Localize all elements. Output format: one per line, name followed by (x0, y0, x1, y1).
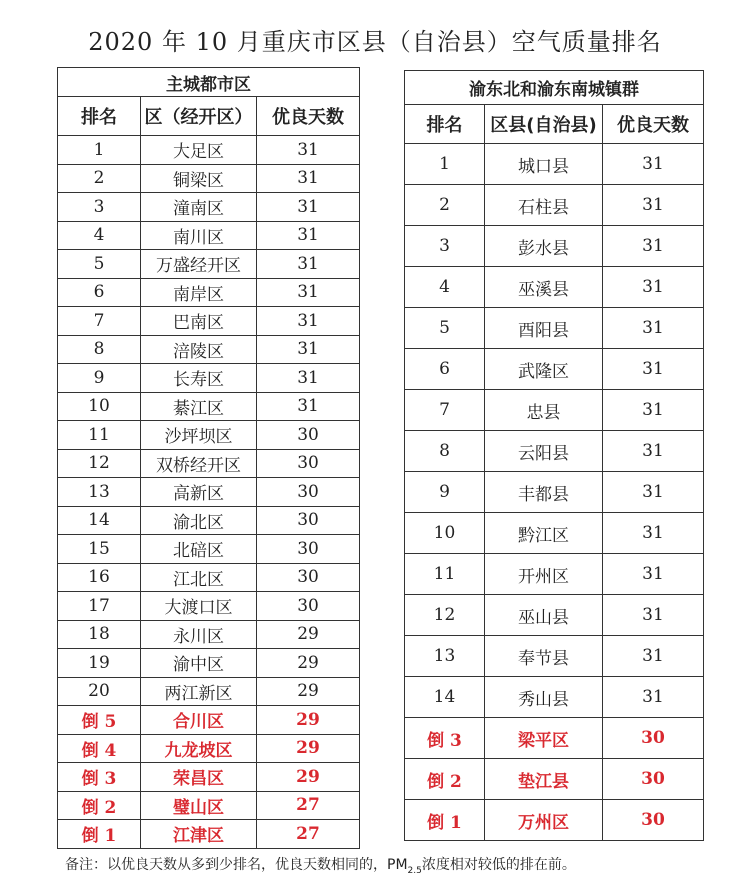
rank-cell: 4 (405, 267, 485, 308)
good-days-cell: 30 (603, 718, 704, 759)
footnote-text-end: 浓度相对较低的排在前。 (421, 857, 576, 873)
table-row (58, 506, 360, 535)
good-days-cell: 31 (603, 185, 704, 226)
district-cell: 南岸区 (141, 278, 257, 307)
rank-cell: 倒 1 (405, 800, 485, 841)
column-header-good-days: 优良天数 (603, 105, 704, 144)
district-cell: 璧山区 (141, 791, 257, 820)
good-days-cell: 30 (257, 421, 360, 450)
rank-cell: 6 (58, 278, 141, 307)
good-days-cell: 31 (603, 677, 704, 718)
rank-cell: 倒 2 (405, 759, 485, 800)
good-days-cell: 31 (257, 307, 360, 336)
rank-cell: 7 (405, 390, 485, 431)
good-days-cell: 31 (257, 250, 360, 279)
district-cell: 云阳县 (485, 431, 603, 472)
district-cell: 荣昌区 (141, 763, 257, 792)
district-cell: 涪陵区 (141, 335, 257, 364)
table-row (58, 734, 360, 763)
table-row (58, 364, 360, 393)
table-row (58, 164, 360, 193)
district-cell: 秀山县 (485, 677, 603, 718)
column-header-rank: 排名 (405, 105, 485, 144)
good-days-cell: 30 (603, 800, 704, 841)
good-days-cell: 30 (257, 592, 360, 621)
district-cell: 石柱县 (485, 185, 603, 226)
table-row (405, 472, 704, 513)
rank-cell: 16 (58, 563, 141, 592)
district-cell: 巫山县 (485, 595, 603, 636)
table-row (58, 763, 360, 792)
district-cell: 沙坪坝区 (141, 421, 257, 450)
rank-cell: 11 (405, 554, 485, 595)
table-row (405, 308, 704, 349)
good-days-cell: 31 (257, 278, 360, 307)
rank-cell: 4 (58, 221, 141, 250)
table-row (58, 392, 360, 421)
table-row (405, 431, 704, 472)
rank-cell: 3 (58, 193, 141, 222)
good-days-cell: 31 (603, 513, 704, 554)
rank-cell: 9 (58, 364, 141, 393)
good-days-cell: 29 (257, 763, 360, 792)
table-row (405, 595, 704, 636)
good-days-cell: 30 (257, 478, 360, 507)
column-header-rank: 排名 (58, 97, 141, 136)
table-body (58, 136, 360, 849)
table-row (58, 820, 360, 849)
district-cell: 酉阳县 (485, 308, 603, 349)
table-row (58, 677, 360, 706)
district-cell: 开州区 (485, 554, 603, 595)
district-cell: 九龙坡区 (141, 734, 257, 763)
good-days-cell: 30 (603, 759, 704, 800)
table-row (405, 718, 704, 759)
district-cell: 长寿区 (141, 364, 257, 393)
rank-cell: 5 (405, 308, 485, 349)
table-row (405, 554, 704, 595)
table-row (405, 800, 704, 841)
good-days-cell: 27 (257, 820, 360, 849)
rank-cell: 14 (405, 677, 485, 718)
district-cell: 渝中区 (141, 649, 257, 678)
district-cell: 北碚区 (141, 535, 257, 564)
rank-cell: 11 (58, 421, 141, 450)
district-cell: 大足区 (141, 136, 257, 165)
rank-cell: 8 (405, 431, 485, 472)
rank-cell: 3 (405, 226, 485, 267)
district-cell: 城口县 (485, 144, 603, 185)
rank-cell: 12 (405, 595, 485, 636)
table-row (405, 144, 704, 185)
district-cell: 江津区 (141, 820, 257, 849)
good-days-cell: 31 (603, 267, 704, 308)
rank-cell: 2 (405, 185, 485, 226)
table-row (58, 250, 360, 279)
good-days-cell: 31 (257, 364, 360, 393)
good-days-cell: 31 (603, 472, 704, 513)
district-cell: 武隆区 (485, 349, 603, 390)
rank-cell: 10 (405, 513, 485, 554)
good-days-cell: 31 (603, 636, 704, 677)
district-cell: 合川区 (141, 706, 257, 735)
good-days-cell: 31 (603, 349, 704, 390)
main-city-ranking-table (57, 67, 360, 849)
district-cell: 万盛经开区 (141, 250, 257, 279)
column-header-good-days: 优良天数 (257, 97, 360, 136)
table-row (405, 677, 704, 718)
table-row (58, 449, 360, 478)
district-cell: 高新区 (141, 478, 257, 507)
good-days-cell: 31 (257, 335, 360, 364)
table-body (405, 144, 704, 841)
table-row (58, 592, 360, 621)
district-cell: 两江新区 (141, 677, 257, 706)
rank-cell: 倒 2 (58, 791, 141, 820)
rank-cell: 12 (58, 449, 141, 478)
rank-cell: 1 (405, 144, 485, 185)
table-row (58, 791, 360, 820)
rank-cell: 倒 1 (58, 820, 141, 849)
footnote (65, 854, 576, 876)
table-row (405, 226, 704, 267)
district-cell: 垫江县 (485, 759, 603, 800)
table-group-title: 主城都市区 (58, 68, 360, 97)
rank-cell: 20 (58, 677, 141, 706)
district-cell: 江北区 (141, 563, 257, 592)
district-cell: 大渡口区 (141, 592, 257, 621)
good-days-cell: 29 (257, 677, 360, 706)
footnote-pm-subscript: 2.5 (407, 865, 422, 876)
good-days-cell: 30 (257, 563, 360, 592)
table-row (405, 390, 704, 431)
table-row (58, 136, 360, 165)
table-row (405, 349, 704, 390)
good-days-cell: 31 (603, 226, 704, 267)
district-cell: 奉节县 (485, 636, 603, 677)
rank-cell: 18 (58, 620, 141, 649)
good-days-cell: 29 (257, 734, 360, 763)
district-cell: 彭水县 (485, 226, 603, 267)
district-cell: 万州区 (485, 800, 603, 841)
district-cell: 綦江区 (141, 392, 257, 421)
rank-cell: 2 (58, 164, 141, 193)
table-row (405, 267, 704, 308)
table-row (58, 193, 360, 222)
rank-cell: 15 (58, 535, 141, 564)
table-row (405, 636, 704, 677)
rank-cell: 19 (58, 649, 141, 678)
rank-cell: 10 (58, 392, 141, 421)
rank-cell: 6 (405, 349, 485, 390)
good-days-cell: 29 (257, 649, 360, 678)
table-row (58, 620, 360, 649)
rank-cell: 8 (58, 335, 141, 364)
good-days-cell: 31 (603, 595, 704, 636)
table-row (58, 706, 360, 735)
rank-cell: 倒 3 (58, 763, 141, 792)
rank-cell: 13 (58, 478, 141, 507)
good-days-cell: 31 (603, 308, 704, 349)
rank-cell: 9 (405, 472, 485, 513)
rank-cell: 5 (58, 250, 141, 279)
table-row (58, 278, 360, 307)
good-days-cell: 31 (603, 431, 704, 472)
footnote-pm: PM (387, 857, 408, 873)
table-group-title: 渝东北和渝东南城镇群 (405, 71, 704, 105)
good-days-cell: 30 (257, 449, 360, 478)
table-row (405, 185, 704, 226)
good-days-cell: 29 (257, 620, 360, 649)
good-days-cell: 27 (257, 791, 360, 820)
good-days-cell: 31 (257, 392, 360, 421)
district-cell: 黔江区 (485, 513, 603, 554)
page-title: 2020 年 10 月重庆市区县（自治县）空气质量排名 (88, 28, 662, 56)
district-cell: 梁平区 (485, 718, 603, 759)
table-row (58, 649, 360, 678)
district-cell: 双桥经开区 (141, 449, 257, 478)
good-days-cell: 30 (257, 535, 360, 564)
table-row (58, 535, 360, 564)
district-cell: 巫溪县 (485, 267, 603, 308)
table-row (405, 513, 704, 554)
district-cell: 永川区 (141, 620, 257, 649)
district-cell: 潼南区 (141, 193, 257, 222)
table-row (58, 563, 360, 592)
column-header-district: 区（经开区） (141, 97, 257, 136)
table-row (405, 759, 704, 800)
rank-cell: 13 (405, 636, 485, 677)
district-cell: 丰都县 (485, 472, 603, 513)
northeast-southeast-ranking-table (404, 70, 704, 841)
good-days-cell: 29 (257, 706, 360, 735)
district-cell: 南川区 (141, 221, 257, 250)
good-days-cell: 31 (603, 144, 704, 185)
rank-cell: 14 (58, 506, 141, 535)
good-days-cell: 31 (257, 136, 360, 165)
good-days-cell: 31 (257, 193, 360, 222)
rank-cell: 17 (58, 592, 141, 621)
table-row (58, 478, 360, 507)
rank-cell: 倒 5 (58, 706, 141, 735)
table-row (58, 421, 360, 450)
good-days-cell: 31 (603, 554, 704, 595)
column-header-county: 区县(自治县) (485, 105, 603, 144)
good-days-cell: 31 (257, 164, 360, 193)
rank-cell: 7 (58, 307, 141, 336)
rank-cell: 倒 3 (405, 718, 485, 759)
good-days-cell: 30 (257, 506, 360, 535)
district-cell: 铜梁区 (141, 164, 257, 193)
rank-cell: 1 (58, 136, 141, 165)
district-cell: 巴南区 (141, 307, 257, 336)
good-days-cell: 31 (603, 390, 704, 431)
district-cell: 忠县 (485, 390, 603, 431)
rank-cell: 倒 4 (58, 734, 141, 763)
table-row (58, 335, 360, 364)
table-row (58, 221, 360, 250)
good-days-cell: 31 (257, 221, 360, 250)
footnote-text: 备注：以优良天数从多到少排名，优良天数相同的， (65, 857, 387, 873)
district-cell: 渝北区 (141, 506, 257, 535)
table-row (58, 307, 360, 336)
